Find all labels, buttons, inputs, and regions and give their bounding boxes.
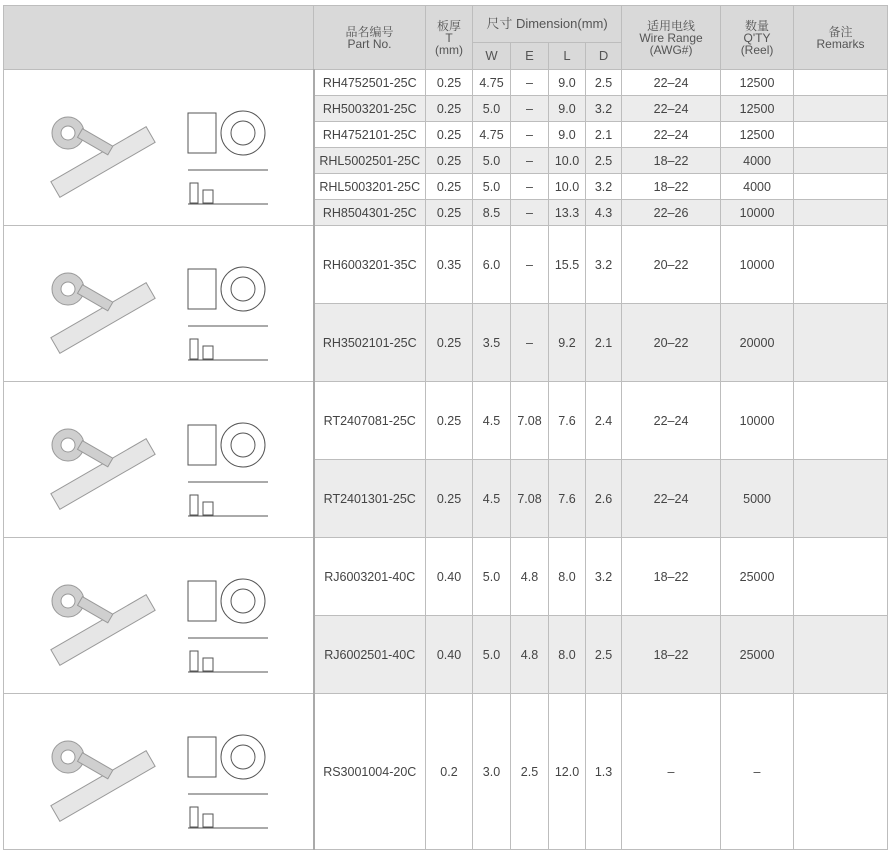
e-cell: – [511,304,549,382]
part-cell: RT2407081-25C [314,382,426,460]
e-header: E [511,43,549,70]
terminal-drawing [188,423,268,516]
thickness-header: 板厚 T (mm) [426,6,473,70]
part-cell: RH4752101-25C [314,122,426,148]
l-header: L [549,43,586,70]
d-cell: 1.3 [586,694,622,850]
l-cell: 7.6 [549,460,586,538]
wire-range-header: 适用电线 Wire Range (AWG#) [622,6,721,70]
e-cell: – [511,70,549,96]
part-cell: RH5003201-25C [314,96,426,122]
terminal-drawing [188,579,268,672]
terminal-photo [51,273,155,353]
wire-cell: 22–24 [622,96,721,122]
l-cell: 13.3 [549,200,586,226]
w-cell: 4.5 [473,382,511,460]
d-cell: 2.5 [586,616,622,694]
t-cell: 0.25 [426,96,473,122]
remarks-cell [794,200,888,226]
l-cell: 12.0 [549,694,586,850]
remarks-cell [794,226,888,304]
part-cell: RH8504301-25C [314,200,426,226]
qty-cell: 4000 [721,148,794,174]
l-cell: 15.5 [549,226,586,304]
product-image-cell [4,70,314,226]
qty-cell: 4000 [721,174,794,200]
table-row [4,694,888,850]
remarks-cell [794,694,888,850]
e-cell: 4.8 [511,538,549,616]
t-cell: 0.25 [426,70,473,96]
qty-cell: 25000 [721,538,794,616]
part-no-header: 品名编号 Part No. [314,6,426,70]
product-image-cell [4,226,314,382]
qty-cell: 25000 [721,616,794,694]
l-cell: 9.0 [549,70,586,96]
w-cell: 5.0 [473,174,511,200]
part-cell: RT2401301-25C [314,460,426,538]
part-cell: RJ6003201-40C [314,538,426,616]
terminal-photo [51,117,155,197]
l-cell: 9.0 [549,96,586,122]
part-cell: RHL5003201-25C [314,174,426,200]
e-cell: 7.08 [511,382,549,460]
e-cell: – [511,174,549,200]
wire-cell: 18–22 [622,148,721,174]
product-image-cell [4,538,314,694]
remarks-cell [794,174,888,200]
remarks-cell [794,148,888,174]
l-cell: 10.0 [549,174,586,200]
qty-cell: 12500 [721,96,794,122]
terminal-illustration [8,78,308,218]
remarks-cell [794,382,888,460]
table-row [4,70,888,96]
part-cell: RHL5002501-25C [314,148,426,174]
wire-cell: 20–22 [622,304,721,382]
qty-cell: 10000 [721,200,794,226]
t-cell: 0.25 [426,122,473,148]
t-cell: 0.25 [426,148,473,174]
wire-cell: 20–22 [622,226,721,304]
e-cell: 2.5 [511,694,549,850]
qty-cell: 10000 [721,382,794,460]
d-cell: 2.1 [586,122,622,148]
qty-cell: 10000 [721,226,794,304]
t-cell: 0.40 [426,538,473,616]
d-cell: 2.1 [586,304,622,382]
remarks-cell [794,70,888,96]
w-cell: 5.0 [473,616,511,694]
terminal-drawing [188,735,268,828]
w-header: W [473,43,511,70]
terminal-photo [51,585,155,665]
wire-cell: 18–22 [622,538,721,616]
l-cell: 8.0 [549,538,586,616]
wire-cell: 22–26 [622,200,721,226]
w-cell: 5.0 [473,538,511,616]
part-cell: RH4752501-25C [314,70,426,96]
e-cell: – [511,200,549,226]
qty-cell: – [721,694,794,850]
qty-cell: 12500 [721,122,794,148]
t-cell: 0.25 [426,382,473,460]
l-cell: 8.0 [549,616,586,694]
w-cell: 3.0 [473,694,511,850]
terminal-illustration [8,390,308,530]
part-cell: RS3001004-20C [314,694,426,850]
d-header: D [586,43,622,70]
d-cell: 3.2 [586,226,622,304]
terminal-spec-table [3,5,888,850]
t-cell: 0.2 [426,694,473,850]
d-cell: 3.2 [586,174,622,200]
w-cell: 5.0 [473,96,511,122]
wire-cell: 18–22 [622,174,721,200]
wire-cell: 22–24 [622,122,721,148]
product-image-cell [4,382,314,538]
t-cell: 0.40 [426,616,473,694]
t-cell: 0.25 [426,174,473,200]
d-cell: 4.3 [586,200,622,226]
remarks-header: 备注 Remarks [794,6,888,70]
t-cell: 0.25 [426,200,473,226]
terminal-illustration [8,234,308,374]
table-row [4,226,888,304]
t-cell: 0.25 [426,304,473,382]
part-cell: RJ6002501-40C [314,616,426,694]
qty-cell: 20000 [721,304,794,382]
terminal-illustration [8,702,308,842]
product-image-cell [4,694,314,850]
d-cell: 2.4 [586,382,622,460]
wire-cell: – [622,694,721,850]
e-cell: – [511,96,549,122]
w-cell: 6.0 [473,226,511,304]
e-cell: – [511,148,549,174]
qty-cell: 5000 [721,460,794,538]
l-cell: 9.0 [549,122,586,148]
remarks-cell [794,122,888,148]
qty-header: 数量 Q'TY (Reel) [721,6,794,70]
remarks-cell [794,96,888,122]
e-cell: 7.08 [511,460,549,538]
terminal-photo [51,429,155,509]
l-cell: 9.2 [549,304,586,382]
t-cell: 0.35 [426,226,473,304]
e-cell: – [511,226,549,304]
wire-cell: 22–24 [622,382,721,460]
wire-cell: 18–22 [622,616,721,694]
remarks-cell [794,304,888,382]
image-header [4,6,314,70]
d-cell: 2.5 [586,70,622,96]
terminal-photo [51,741,155,821]
terminal-drawing [188,267,268,360]
d-cell: 2.6 [586,460,622,538]
terminal-drawing [188,111,268,204]
w-cell: 4.75 [473,122,511,148]
d-cell: 3.2 [586,96,622,122]
l-cell: 7.6 [549,382,586,460]
w-cell: 5.0 [473,148,511,174]
table-row [4,382,888,460]
remarks-cell [794,616,888,694]
t-cell: 0.25 [426,460,473,538]
remarks-cell [794,460,888,538]
w-cell: 8.5 [473,200,511,226]
w-cell: 4.75 [473,70,511,96]
d-cell: 3.2 [586,538,622,616]
w-cell: 4.5 [473,460,511,538]
part-cell: RH6003201-35C [314,226,426,304]
wire-cell: 22–24 [622,70,721,96]
remarks-cell [794,538,888,616]
wire-cell: 22–24 [622,460,721,538]
e-cell: 4.8 [511,616,549,694]
part-cell: RH3502101-25C [314,304,426,382]
table-row [4,538,888,616]
e-cell: – [511,122,549,148]
l-cell: 10.0 [549,148,586,174]
terminal-illustration [8,546,308,686]
d-cell: 2.5 [586,148,622,174]
dimension-header: 尺寸 Dimension(mm) [473,6,622,43]
w-cell: 3.5 [473,304,511,382]
qty-cell: 12500 [721,70,794,96]
